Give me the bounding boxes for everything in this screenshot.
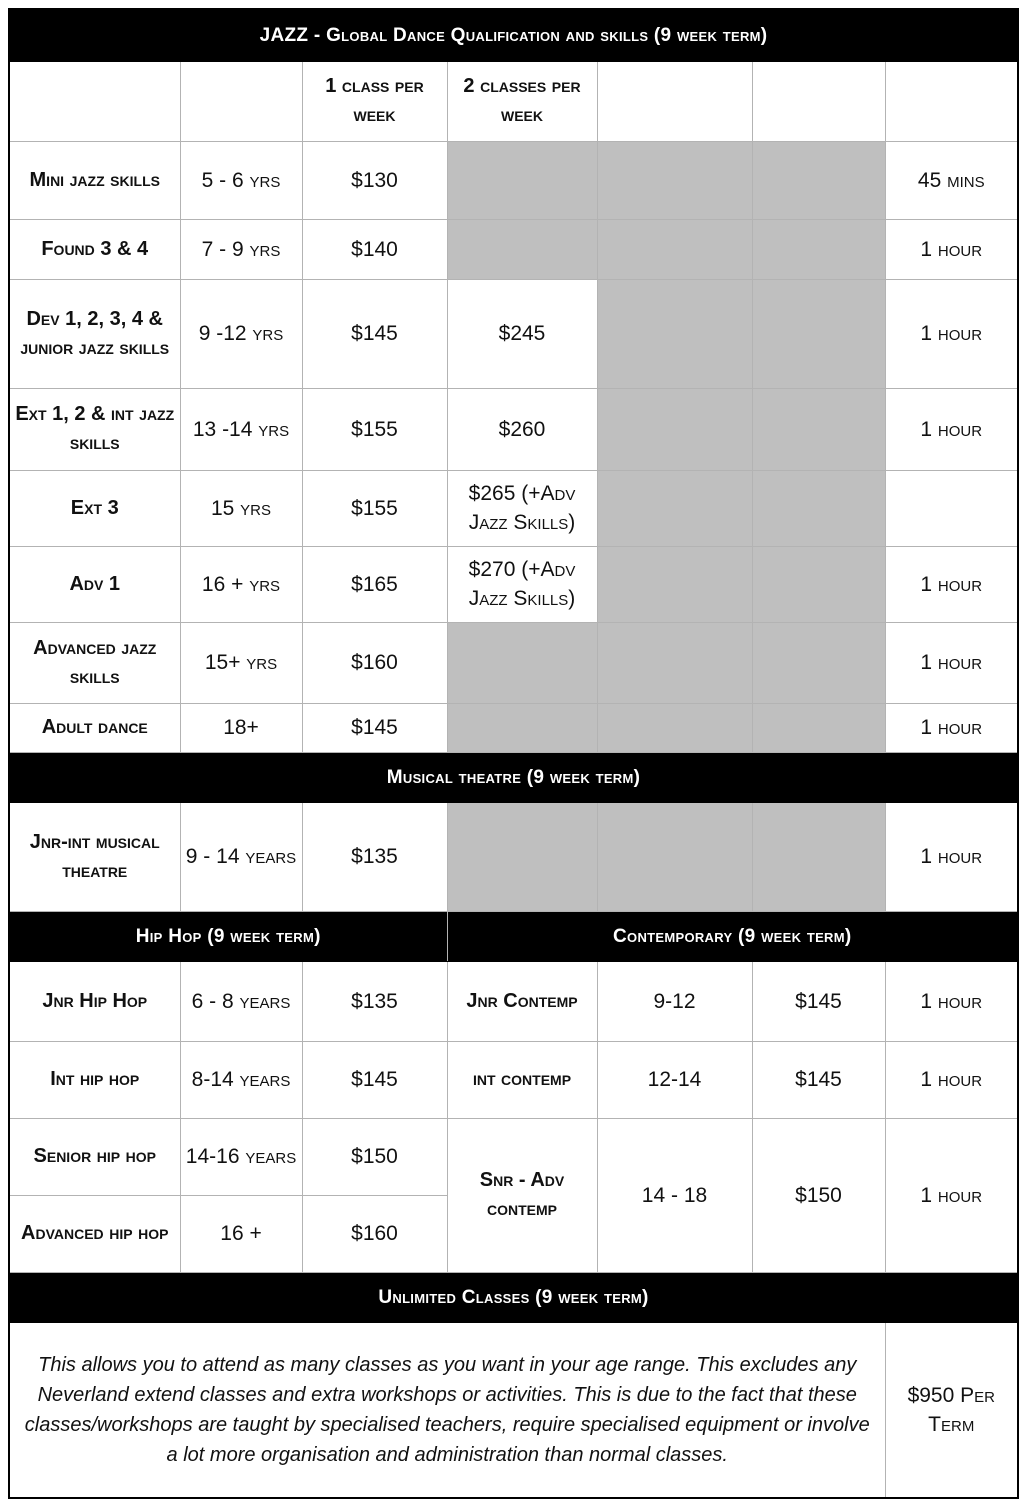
header-blank xyxy=(752,61,885,141)
table-row xyxy=(9,470,1018,546)
empty-cell xyxy=(752,470,885,546)
age-range: 15 yrs xyxy=(180,470,302,546)
class-name: Mini jazz skills xyxy=(9,141,180,219)
contemporary-class-name: int contemp xyxy=(447,1041,597,1118)
hiphop-price: $145 xyxy=(302,1041,447,1118)
duration: 1 hour xyxy=(885,1041,1018,1118)
hiphop-age: 6 - 8 years xyxy=(180,961,302,1041)
unlimited-price: $950 Per Term xyxy=(885,1322,1018,1498)
age-range: 15+ yrs xyxy=(180,622,302,703)
empty-cell xyxy=(752,622,885,703)
price-two-classes xyxy=(447,703,597,752)
duration: 45 mins xyxy=(885,141,1018,219)
price-one-class: $155 xyxy=(302,470,447,546)
hiphop-class-name: Advanced hip hop xyxy=(9,1195,180,1272)
price-two-classes xyxy=(447,141,597,219)
price-one-class: $140 xyxy=(302,219,447,279)
duration: 1 hour xyxy=(885,388,1018,470)
price-two-classes: $260 xyxy=(447,388,597,470)
table-row xyxy=(9,1322,1018,1498)
price-two-classes: $265 (+Adv Jazz Skills) xyxy=(447,470,597,546)
class-name: Jnr-int musical theatre xyxy=(9,802,180,911)
class-name: Advanced jazz skills xyxy=(9,622,180,703)
hiphop-price: $150 xyxy=(302,1118,447,1195)
price-one-class: $165 xyxy=(302,546,447,622)
age-range: 7 - 9 yrs xyxy=(180,219,302,279)
table-row xyxy=(9,141,1018,219)
empty-cell xyxy=(447,802,597,911)
duration: 1 hour xyxy=(885,703,1018,752)
unlimited-description: This allows you to attend as many classes as you want in your age range. This excludes any Neverland extend classes and extra workshops or activities. This is due to the fact that these classes/workshops are taught by specialised teachers, require specialised equipment or involve a lot more organisation and administration than normal classes. xyxy=(9,1322,885,1498)
jazz-section-title: JAZZ - Global Dance Qualification and skills (9 week term) xyxy=(9,9,1018,61)
price-two-classes xyxy=(447,219,597,279)
header-blank xyxy=(885,61,1018,141)
contemporary-price: $145 xyxy=(752,961,885,1041)
empty-cell xyxy=(752,802,885,911)
header-blank xyxy=(180,61,302,141)
empty-cell xyxy=(752,546,885,622)
price-two-classes: $245 xyxy=(447,279,597,388)
class-name: Adult dance xyxy=(9,703,180,752)
empty-cell xyxy=(597,622,752,703)
table-row xyxy=(9,1118,1018,1195)
duration: 1 hour xyxy=(885,546,1018,622)
hiphop-age: 16 + xyxy=(180,1195,302,1272)
table-row xyxy=(9,961,1018,1041)
table-row xyxy=(9,622,1018,703)
contemporary-price: $145 xyxy=(752,1041,885,1118)
table-row xyxy=(9,802,1018,911)
contemporary-section-title: Contemporary (9 week term) xyxy=(447,911,1018,961)
class-name: Ext 1, 2 & int jazz skills xyxy=(9,388,180,470)
table-row xyxy=(9,219,1018,279)
age-range: 5 - 6 yrs xyxy=(180,141,302,219)
column-header-one-class: 1 class per week xyxy=(302,61,447,141)
column-header-two-classes: 2 classes per week xyxy=(447,61,597,141)
empty-cell xyxy=(597,703,752,752)
price-two-classes xyxy=(447,622,597,703)
contemporary-age: 14 - 18 xyxy=(597,1118,752,1272)
duration: 1 hour xyxy=(885,802,1018,911)
empty-cell xyxy=(752,219,885,279)
age-range: 16 + yrs xyxy=(180,546,302,622)
price-one-class: $130 xyxy=(302,141,447,219)
price-two-classes: $270 (+Adv Jazz Skills) xyxy=(447,546,597,622)
contemporary-age: 9-12 xyxy=(597,961,752,1041)
contemporary-price: $150 xyxy=(752,1118,885,1272)
table-row xyxy=(9,279,1018,388)
table-row xyxy=(9,1041,1018,1118)
age-range: 13 -14 yrs xyxy=(180,388,302,470)
table-row xyxy=(9,546,1018,622)
empty-cell xyxy=(752,141,885,219)
unlimited-section-title: Unlimited Classes (9 week term) xyxy=(9,1272,1018,1322)
header-blank xyxy=(597,61,752,141)
age-range: 9 - 14 years xyxy=(180,802,302,911)
price-one-class: $145 xyxy=(302,279,447,388)
table-row xyxy=(9,703,1018,752)
duration: 1 hour xyxy=(885,279,1018,388)
contemporary-class-name: Snr - Adv contemp xyxy=(447,1118,597,1272)
duration: 1 hour xyxy=(885,622,1018,703)
empty-cell xyxy=(597,279,752,388)
duration xyxy=(885,470,1018,546)
age-range: 18+ xyxy=(180,703,302,752)
class-name: Adv 1 xyxy=(9,546,180,622)
hiphop-class-name: Jnr Hip Hop xyxy=(9,961,180,1041)
class-name: Found 3 & 4 xyxy=(9,219,180,279)
empty-cell xyxy=(597,546,752,622)
age-range: 9 -12 yrs xyxy=(180,279,302,388)
class-name: Dev 1, 2, 3, 4 & junior jazz skills xyxy=(9,279,180,388)
empty-cell xyxy=(597,802,752,911)
class-name: Ext 3 xyxy=(9,470,180,546)
price-one-class: $135 xyxy=(302,802,447,911)
empty-cell xyxy=(752,703,885,752)
price-one-class: $160 xyxy=(302,622,447,703)
header-blank xyxy=(9,61,180,141)
empty-cell xyxy=(597,219,752,279)
empty-cell xyxy=(597,141,752,219)
price-table xyxy=(8,8,1019,1499)
duration: 1 hour xyxy=(885,1118,1018,1272)
hiphop-class-name: Int hip hop xyxy=(9,1041,180,1118)
contemporary-age: 12-14 xyxy=(597,1041,752,1118)
hiphop-class-name: Senior hip hop xyxy=(9,1118,180,1195)
empty-cell xyxy=(597,388,752,470)
price-one-class: $155 xyxy=(302,388,447,470)
musical-section-title: Musical theatre (9 week term) xyxy=(9,752,1018,802)
table-row xyxy=(9,388,1018,470)
hiphop-price: $160 xyxy=(302,1195,447,1272)
empty-cell xyxy=(752,388,885,470)
empty-cell xyxy=(752,279,885,388)
hiphop-section-title: Hip Hop (9 week term) xyxy=(9,911,447,961)
duration: 1 hour xyxy=(885,961,1018,1041)
hiphop-age: 8-14 years xyxy=(180,1041,302,1118)
hiphop-price: $135 xyxy=(302,961,447,1041)
duration: 1 hour xyxy=(885,219,1018,279)
hiphop-age: 14-16 years xyxy=(180,1118,302,1195)
price-one-class: $145 xyxy=(302,703,447,752)
contemporary-class-name: Jnr Contemp xyxy=(447,961,597,1041)
empty-cell xyxy=(597,470,752,546)
